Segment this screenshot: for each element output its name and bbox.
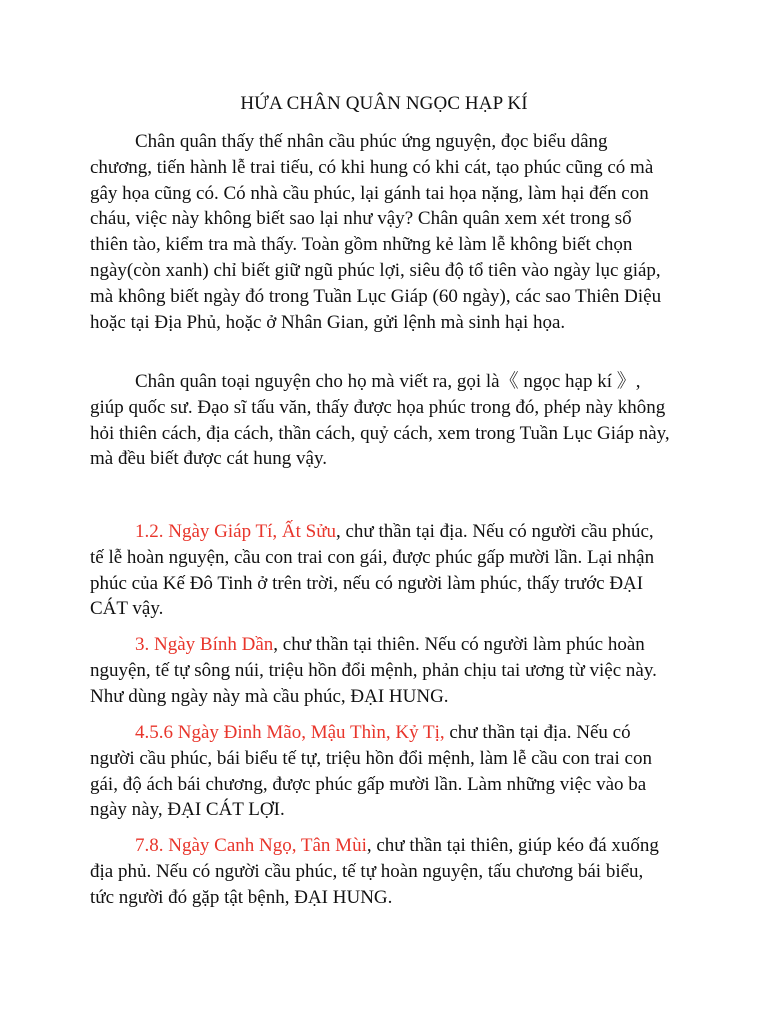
entry-paragraph (90, 720, 670, 823)
entry-heading: 7.8. Ngày Canh Ngọ, Tân Mùi (135, 835, 367, 856)
document-title: HỨA CHÂN QUÂN NGỌC HẠP KÍ (240, 93, 528, 114)
intro-paragraph-2: Chân quân toại nguyện cho họ mà viết ra, gọi là《 ngọc hạp kí 》, giúp quốc sư. Đạo sĩ tấu văn, thấy được họa phúc trong đó, phép này không hỏi thiên cách, địa cách, thần cách, quỷ cách, xem trong Tuần Lục Giáp này, mà đều biết được cát hung vậy. (90, 371, 670, 470)
entry-paragraph (90, 632, 670, 709)
entry-text: chư thần tại địa. Nếu có người cầu phúc, bái biểu tế tự, triệu hồn đổi mệnh, làm lễ cầu con trai con gái, độ ách bái chương, được phúc gấp mười lần. Làm những việc vào ba ngày này, ĐẠI CÁT LỢI. (90, 722, 652, 821)
entry-paragraph (90, 833, 670, 910)
intro-paragraph-1: Chân quân thấy thế nhân cầu phúc ứng nguyện, đọc biểu dâng chương, tiến hành lễ trai tiếu, có khi hung có khi cát, tạo phúc cũng có mà gây họa cũng có. Có nhà cầu phúc, lại gánh tai họa nặng, làm hại đến con cháu, việc này không biết sao lại như vậy? Chân quân xem xét trong sổ thiên tào, kiểm tra mà thấy. Toàn gồm những kẻ làm lễ không biết chọn ngày(còn xanh) chỉ biết giữ ngũ phúc lợi, siêu độ tổ tiên vào ngày lục giáp, mà không biết ngày đó trong Tuần Lục Giáp (60 ngày), các sao Thiên Diệu hoặc tại Địa Phủ, hoặc ở Nhân Gian, gửi lệnh mà sinh hại họa. (90, 131, 662, 333)
entry-heading: 3. Ngày Bính Dần (135, 634, 274, 655)
entry-paragraph (90, 519, 670, 622)
entry-text: , chư thần tại thiên. Nếu có người làm phúc hoàn nguyện, tế tự sông núi, triệu hồn đổi mệnh, phản chịu tai ương từ việc này. Như dùng ngày này mà cầu phúc, ĐẠI HUNG. (90, 634, 657, 707)
entry-text: , chư thần tại địa. Nếu có người cầu phúc, tế lễ hoàn nguyện, cầu con trai con gái, được phúc gấp mười lần. Lại nhận phúc của Kế Đô Tinh ở trên trời, nếu có người làm phúc, thấy trước ĐẠI CÁT vậy. (90, 521, 655, 620)
entry-text: , chư thần tại thiên, giúp kéo đá xuống địa phủ. Nếu có người cầu phúc, tế tự hoàn nguyện, tấu chương bái biểu, tức người đó gặp tật bệnh, ĐẠI HUNG. (90, 835, 659, 908)
entry-heading: 4.5.6 Ngày Đinh Mão, Mậu Thìn, Kỷ Tị, (135, 722, 445, 743)
entry-heading: 1.2. Ngày Giáp Tí, Ất Sửu (135, 521, 336, 542)
